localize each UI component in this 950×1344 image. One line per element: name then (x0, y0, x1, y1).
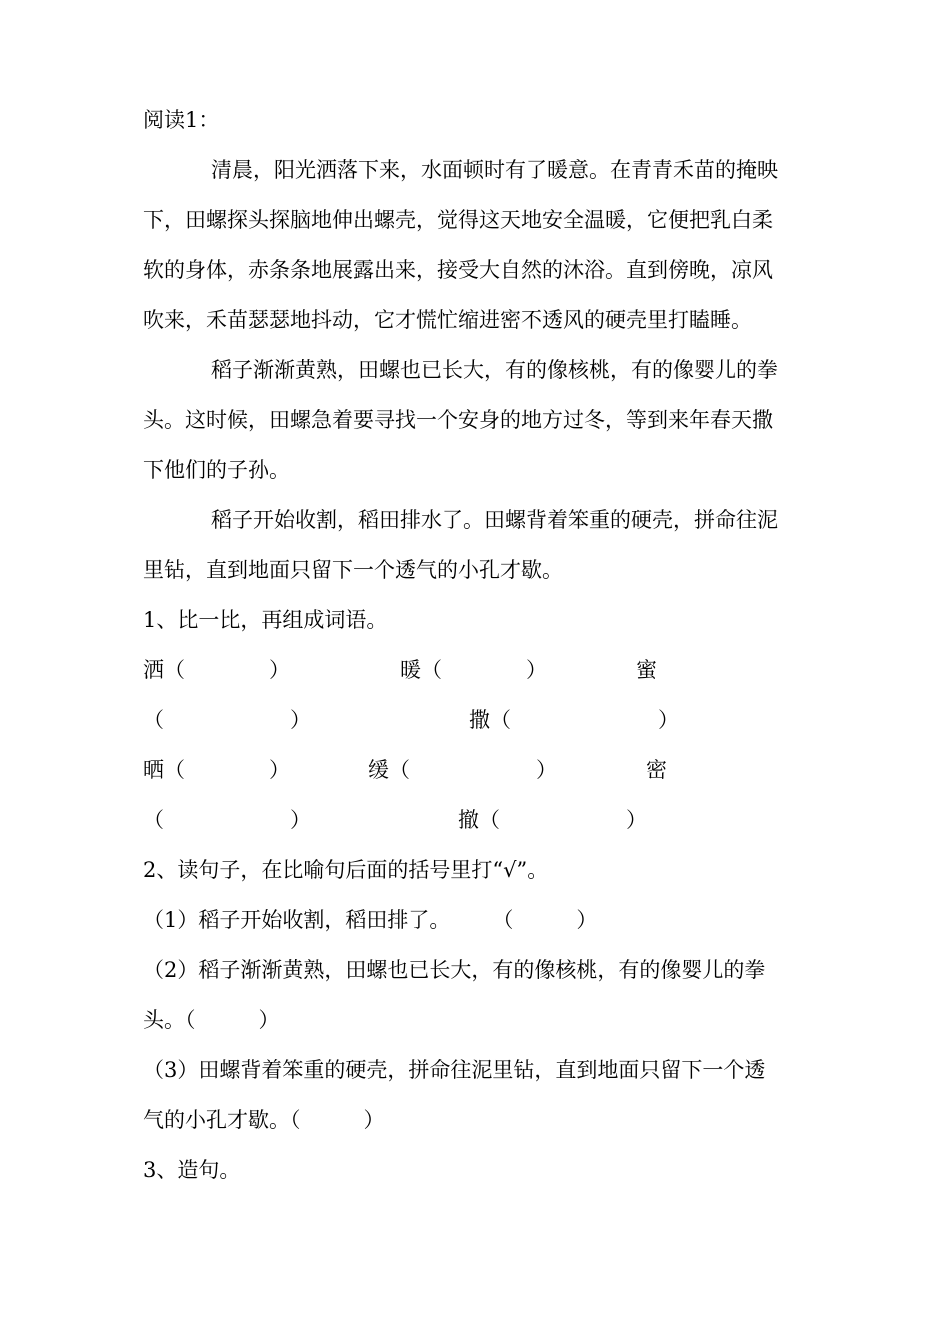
sentence-item: 气的小孔才歇。（ ） (143, 1108, 385, 1132)
passage-line: 稻子渐渐黄熟，田螺也已长大，有的像核桃，有的像婴儿的拳 (211, 358, 778, 382)
sentence-item: （1）稻子开始收割，稻田排了。 （ ） (143, 908, 598, 932)
passage-line: 稻子开始收割，稻田排水了。田螺背着笨重的硬壳，拼命往泥 (211, 508, 778, 532)
passage-line: 吹来，禾苗瑟瑟地抖动，它才慌忙缩进密不透风的硬壳里打瞌睡。 (143, 308, 752, 332)
word-blank: 撤（ ） (458, 808, 647, 832)
passage-line: 头。这时候，田螺急着要寻找一个安身的地方过冬，等到来年春天撒 (143, 408, 773, 432)
section-heading: 阅读1： (143, 108, 220, 132)
word-blank: （ ） (143, 708, 311, 732)
word-blank: （ ） (143, 808, 311, 832)
passage-line: 里钻，直到地面只留下一个透气的小孔才歇。 (143, 558, 563, 582)
question-3-title: 3、造句。 (143, 1158, 241, 1182)
word-blank: 缓（ ） (368, 758, 557, 782)
word-blank: 晒（ ） (143, 758, 290, 782)
sentence-item: 头。（ ） (143, 1008, 280, 1032)
question-2-title: 2、读句子，在比喻句后面的括号里打“√”。 (143, 858, 549, 882)
passage-line: 清晨，阳光洒落下来，水面顿时有了暖意。在青青禾苗的掩映 (211, 158, 778, 182)
word-blank: 洒（ ） (143, 658, 290, 682)
word-char: 密 (646, 758, 667, 782)
passage-line: 软的身体，赤条条地展露出来，接受大自然的沐浴。直到傍晚，凉风 (143, 258, 773, 282)
sentence-item: （3）田螺背着笨重的硬壳，拼命往泥里钻，直到地面只留下一个透 (143, 1058, 766, 1082)
word-char: 蜜 (636, 658, 657, 682)
passage-line: 下他们的子孙。 (143, 458, 290, 482)
sentence-item: （2）稻子渐渐黄熟，田螺也已长大，有的像核桃，有的像婴儿的拳 (143, 958, 766, 982)
question-1-title: 1、比一比，再组成词语。 (143, 608, 388, 632)
word-blank: 撒（ ） (469, 708, 679, 732)
word-blank: 暖（ ） (400, 658, 547, 682)
passage-line: 下，田螺探头探脑地伸出螺壳，觉得这天地安全温暖，它便把乳白柔 (143, 208, 773, 232)
